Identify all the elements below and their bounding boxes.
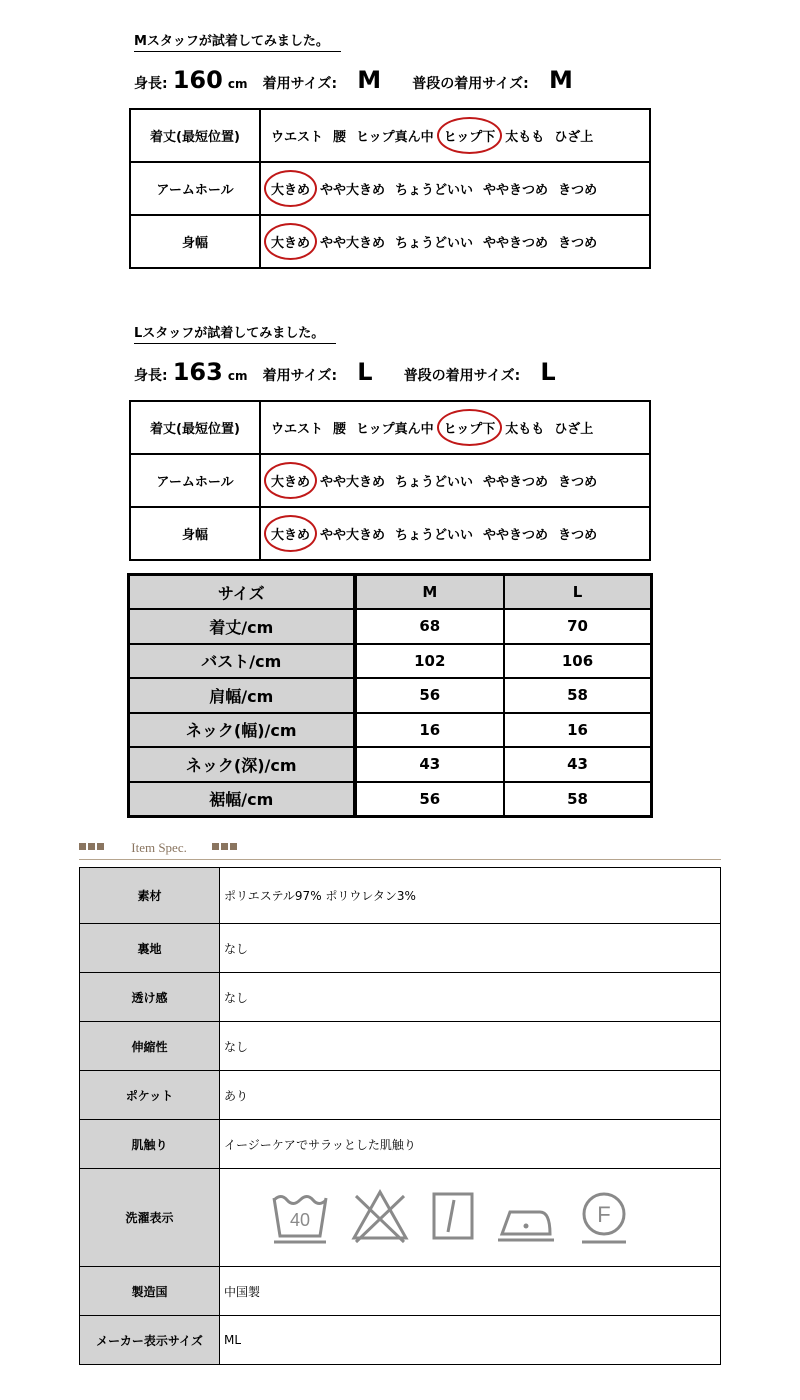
spec-value: イージーケアでサラッとした肌触り — [220, 1120, 721, 1169]
fit-option: きつめ — [558, 183, 598, 198]
fit-option: ヒップ真ん中 — [356, 130, 434, 145]
spec-value: あり — [220, 1071, 721, 1120]
spec-key: 製造国 — [80, 1267, 220, 1316]
size-chart-row — [129, 678, 652, 713]
fit-option-selected: ヒップ下 — [444, 126, 496, 145]
fit-option: ややきつめ — [483, 528, 549, 543]
iron-low-icon — [496, 1188, 556, 1247]
wash-temp: 40 — [289, 1210, 311, 1230]
size-chart-value: 43 — [355, 747, 505, 782]
fit-option: ヒップ真ん中 — [356, 422, 434, 437]
fit-option: やや大きめ — [320, 475, 386, 490]
no-bleach-icon — [350, 1188, 410, 1247]
fit-row — [130, 215, 650, 268]
fit-option: ちょうどいい — [395, 475, 474, 490]
fit-row — [130, 162, 650, 215]
size-chart-value: 102 — [355, 644, 505, 679]
fit-option: きつめ — [558, 475, 598, 490]
spec-row — [80, 1071, 721, 1120]
fit-option: ややきつめ — [483, 183, 549, 198]
spec-key: 透け感 — [80, 973, 220, 1022]
spec-key: 肌触り — [80, 1120, 220, 1169]
size-chart-measure: 着丈/cm — [129, 609, 355, 644]
fit-option: ややきつめ — [483, 236, 549, 251]
spec-key: メーカー表示サイズ — [80, 1316, 220, 1365]
size-chart-value: 58 — [504, 678, 651, 713]
care-symbols — [220, 1169, 721, 1267]
spec-key: 素材 — [80, 868, 220, 924]
square-icon — [221, 843, 228, 850]
size-chart-measure: ネック(深)/cm — [129, 747, 355, 782]
fit-option: きつめ — [558, 528, 598, 543]
fit-option: ちょうどいい — [395, 236, 474, 251]
fit-row-options — [260, 507, 650, 560]
size-chart-measure: 肩幅/cm — [129, 678, 355, 713]
size-chart-row — [129, 713, 652, 748]
fit-option: ウエスト — [271, 422, 324, 437]
fit-option: 太もも — [505, 130, 545, 145]
spec-value: ポリエステル97% ポリウレタン3% — [220, 868, 721, 924]
staff-l-title: Lスタッフが試着してみました。 — [134, 325, 336, 344]
size-chart-row — [129, 747, 652, 782]
fit-row-label: 身幅 — [130, 215, 260, 268]
height-unit: cm — [227, 369, 248, 383]
staff-m-fit-table — [129, 108, 651, 269]
fit-option: ひざ上 — [554, 422, 594, 437]
item-spec-header — [79, 840, 721, 860]
fit-row-label: 着丈(最短位置) — [130, 401, 260, 454]
fit-row-options — [260, 401, 650, 454]
height-value: 160 — [172, 66, 223, 94]
fit-option: 腰 — [333, 422, 347, 437]
spec-row — [80, 1022, 721, 1071]
size-chart-measure: バスト/cm — [129, 644, 355, 679]
square-icon — [97, 843, 104, 850]
fit-option-selected: ヒップ下 — [444, 418, 496, 437]
usual-size-label: 普段の着用サイズ: — [412, 76, 529, 92]
wear-size-value: L — [357, 358, 373, 386]
item-spec-title: Item Spec. — [131, 840, 187, 855]
staff-l-stats — [134, 358, 651, 388]
spec-key: 裏地 — [80, 924, 220, 973]
fit-row-options — [260, 454, 650, 507]
size-chart-header-row — [129, 575, 652, 610]
size-chart-value: 70 — [504, 609, 651, 644]
wash-40-icon — [270, 1188, 330, 1247]
fit-option-selected: 大きめ — [271, 232, 310, 251]
square-icon — [212, 843, 219, 850]
spec-value: ML — [220, 1316, 721, 1365]
fit-row-options — [260, 162, 650, 215]
staff-l-section — [129, 322, 651, 561]
fit-row-label: 着丈(最短位置) — [130, 109, 260, 162]
size-chart-row — [129, 644, 652, 679]
staff-m-section — [129, 30, 651, 269]
fit-option: ややきつめ — [483, 475, 549, 490]
spec-row — [80, 868, 721, 924]
fit-option: やや大きめ — [320, 528, 386, 543]
fit-option: 腰 — [333, 130, 347, 145]
staff-l-fit-table — [129, 400, 651, 561]
usual-size-label: 普段の着用サイズ: — [403, 368, 521, 384]
size-chart-row — [129, 782, 652, 817]
wear-size-label: 着用サイズ: — [262, 76, 338, 92]
fit-option: ちょうどいい — [395, 183, 474, 198]
size-chart-table — [127, 573, 653, 818]
spec-row — [80, 924, 721, 973]
staff-m-title: Mスタッフが試着してみました。 — [134, 33, 341, 52]
spec-value: 中国製 — [220, 1267, 721, 1316]
fit-row — [130, 507, 650, 560]
spec-value: なし — [220, 1022, 721, 1071]
fit-row-options — [260, 109, 650, 162]
fit-row-options — [260, 215, 650, 268]
staff-m-stats — [134, 66, 651, 96]
spec-key: ポケット — [80, 1071, 220, 1120]
spec-row — [80, 1120, 721, 1169]
dry-clean-letter: F — [597, 1202, 611, 1227]
fit-option: きつめ — [558, 236, 598, 251]
spec-key: 伸縮性 — [80, 1022, 220, 1071]
square-icon — [79, 843, 86, 850]
wear-size-value: M — [357, 66, 382, 94]
size-chart-value: 16 — [355, 713, 505, 748]
fit-row-label: アームホール — [130, 162, 260, 215]
drip-dry-icon — [430, 1188, 476, 1247]
fit-option: ひざ上 — [554, 130, 594, 145]
usual-size-value: M — [548, 66, 573, 94]
square-icon — [88, 843, 95, 850]
fit-row — [130, 109, 650, 162]
fit-option-selected: 大きめ — [271, 524, 310, 543]
fit-row-label: アームホール — [130, 454, 260, 507]
size-chart-value: 56 — [355, 782, 505, 817]
fit-option: やや大きめ — [320, 183, 386, 198]
size-chart-value: 106 — [504, 644, 651, 679]
fit-option: 太もも — [505, 422, 545, 437]
size-chart-value: 16 — [504, 713, 651, 748]
size-chart-header-cell: L — [504, 575, 651, 610]
fit-row-label: 身幅 — [130, 507, 260, 560]
size-chart-measure: 裾幅/cm — [129, 782, 355, 817]
height-unit: cm — [227, 77, 248, 91]
spec-key: 洗濯表示 — [80, 1169, 220, 1267]
fit-option-selected: 大きめ — [271, 471, 310, 490]
height-label: 身長: — [134, 76, 168, 92]
size-chart-header-cell: M — [355, 575, 505, 610]
fit-option: ちょうどいい — [395, 528, 474, 543]
fit-option-selected: 大きめ — [271, 179, 310, 198]
height-label: 身長: — [134, 368, 168, 384]
height-value: 163 — [172, 358, 223, 386]
spec-row — [80, 1169, 721, 1267]
fit-option: ウエスト — [271, 130, 324, 145]
size-chart-value: 58 — [504, 782, 651, 817]
dry-clean-f-icon — [576, 1188, 632, 1247]
size-chart-row — [129, 609, 652, 644]
spec-value: なし — [220, 924, 721, 973]
usual-size-value: L — [540, 358, 556, 386]
spec-value: なし — [220, 973, 721, 1022]
size-chart-value: 68 — [355, 609, 505, 644]
spec-row — [80, 1267, 721, 1316]
size-chart-value: 56 — [355, 678, 505, 713]
spec-row — [80, 1316, 721, 1365]
spec-row — [80, 973, 721, 1022]
size-chart-measure: ネック(幅)/cm — [129, 713, 355, 748]
fit-option: やや大きめ — [320, 236, 386, 251]
item-spec-table — [79, 867, 721, 1365]
wear-size-label: 着用サイズ: — [262, 368, 338, 384]
fit-row — [130, 454, 650, 507]
size-chart-value: 43 — [504, 747, 651, 782]
size-chart-header-cell: サイズ — [129, 575, 355, 610]
square-icon — [230, 843, 237, 850]
fit-row — [130, 401, 650, 454]
